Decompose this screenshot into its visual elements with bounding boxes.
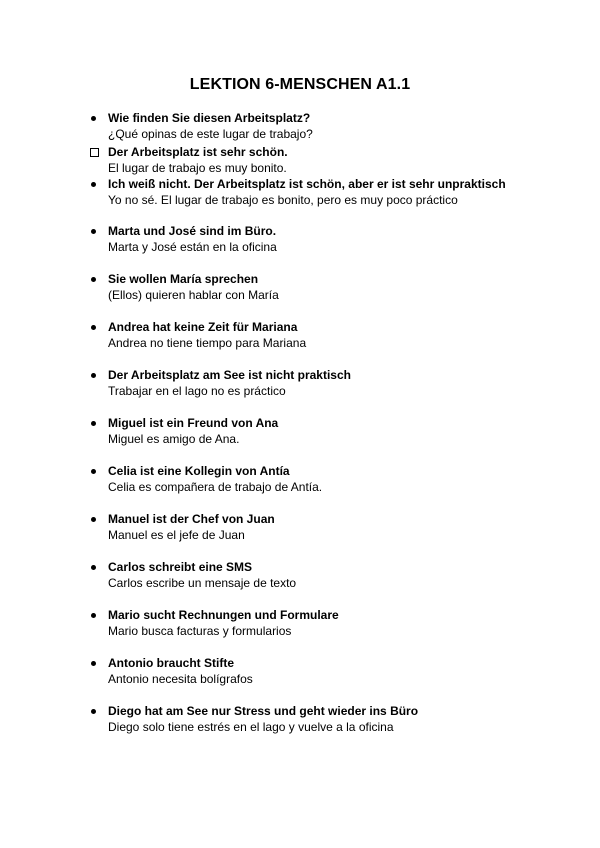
list-item [90,415,278,447]
bullet-dot-icon [90,368,102,378]
list-item [90,319,306,351]
spanish-translation: (Ellos) quieren hablar con María [108,288,279,302]
bullet-dot-icon [90,608,102,618]
bullet-dot-icon [90,177,102,187]
page-title: LEKTION 6-MENSCHEN A1.1 [189,76,411,93]
bullet-dot-icon [90,560,102,570]
spanish-translation: Andrea no tiene tiempo para Mariana [108,336,307,350]
list-item [90,463,322,495]
german-phrase: Andrea hat keine Zeit für Mariana [108,320,298,334]
list-item [90,110,313,142]
german-phrase: Der Arbeitsplatz am See ist nicht praktisch [108,368,351,382]
spanish-translation: Mario busca facturas y formularios [108,624,292,638]
spanish-translation: Miguel es amigo de Ana. [108,432,240,446]
list-item [90,703,418,735]
list-item [90,655,253,687]
bullet-dot-icon [90,272,102,282]
spanish-translation: El lugar de trabajo es muy bonito. [108,161,287,175]
bullet-dot-icon [90,656,102,666]
bullet-dot-icon [90,464,102,474]
german-phrase: Miguel ist ein Freund von Ana [108,416,279,430]
list-item [90,559,296,591]
list-item [90,144,288,176]
german-phrase: Antonio braucht Stifte [108,656,234,670]
german-phrase: Sie wollen María sprechen [108,272,259,286]
german-phrase: Diego hat am See nur Stress und geht wieder ins Büro [108,704,419,718]
list-item [90,607,339,639]
german-phrase: Carlos schreibt eine SMS [108,560,253,574]
german-phrase: Wie finden Sie diesen Arbeitsplatz? [108,111,311,125]
spanish-translation: Manuel es el jefe de Juan [108,528,245,542]
spanish-translation: Diego solo tiene estrés en el lago y vuelve a la oficina [108,720,394,734]
german-phrase: Mario sucht Rechnungen und Formulare [108,608,339,622]
bullet-dot-icon [90,320,102,330]
german-phrase: Manuel ist der Chef von Juan [108,512,275,526]
german-phrase: Marta und José sind im Büro. [108,224,277,238]
spanish-translation: Carlos escribe un mensaje de texto [108,576,297,590]
bullet-dot-icon [90,512,102,522]
list-item [90,511,275,543]
spanish-translation: Celia es compañera de trabajo de Antía. [108,480,323,494]
checkbox-bullet-icon [90,145,102,157]
german-phrase: Celia ist eine Kollegin von Antía [108,464,290,478]
german-phrase: Ich weiß nicht. Der Arbeitsplatz ist schön, aber er ist sehr unpraktisch [108,177,506,191]
spanish-translation: Antonio necesita bolígrafos [108,672,253,686]
german-phrase: Der Arbeitsplatz ist sehr schön. [108,145,288,159]
spanish-translation: Marta y José están en la oficina [108,240,277,254]
list-item [90,223,277,255]
spanish-translation: ¿Qué opinas de este lugar de trabajo? [108,127,313,141]
bullet-dot-icon [90,416,102,426]
list-item [90,367,351,399]
bullet-dot-icon [90,224,102,234]
spanish-translation: Yo no sé. El lugar de trabajo es bonito, pero es muy poco práctico [108,193,458,207]
list-item [90,176,506,208]
bullet-dot-icon [90,111,102,121]
list-item [90,271,279,303]
bullet-dot-icon [90,704,102,714]
spanish-translation: Trabajar en el lago no es práctico [108,384,286,398]
